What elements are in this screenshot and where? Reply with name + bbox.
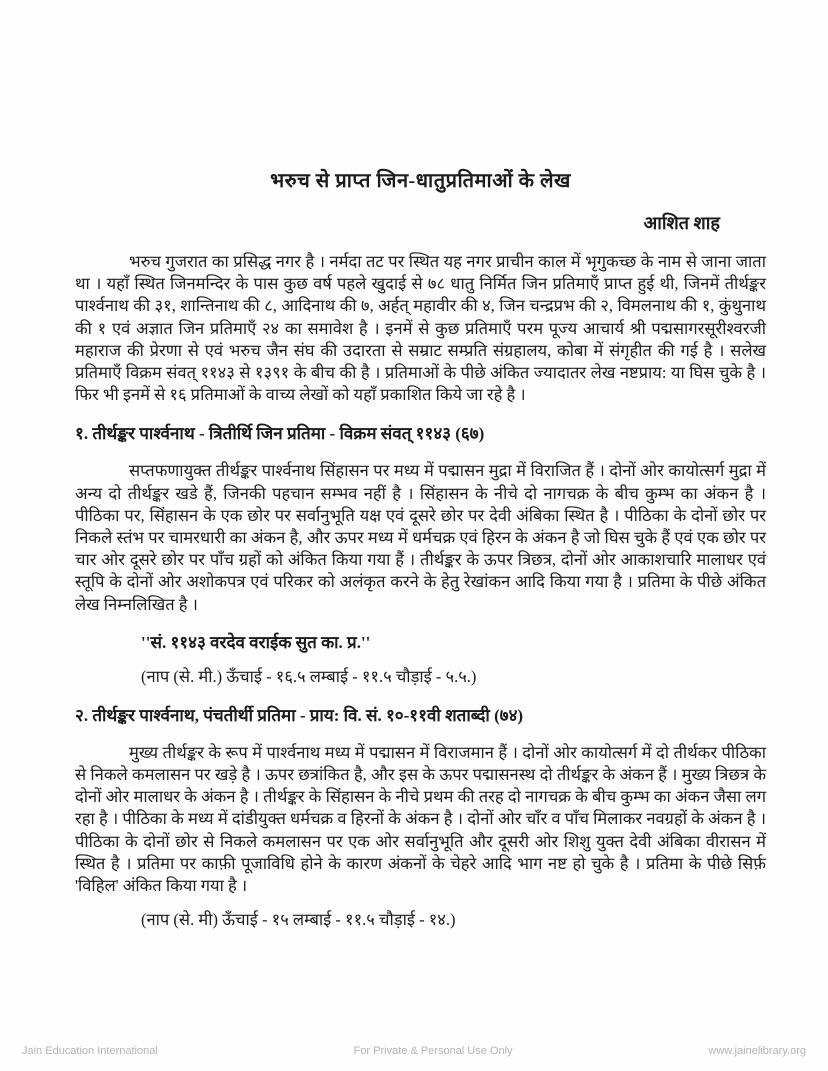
author-name: आशित शाह <box>643 213 720 233</box>
text-column <box>75 0 766 931</box>
footer-publisher: Jain Education International <box>22 1045 158 1057</box>
section-1-paragraph: सप्तफणायुक्त तीर्थङ्कर पार्श्वनाथ सिंहासन पर मध्य में पद्मासन मुद्रा में विराजित हैं । दोनों ओर कायोत्सर्ग मुद्रा में अन्य दो तीर्थङ्कर खडे हैं, जिनकी पहचान सम्भव नहीं है । सिंहासन के नीचे दो नागचक्र के बीच कुम्भ का अंकन है । पीठिका पर, सिंहासन के एक छोर पर सर्वानुभूति यक्ष एवं दूसरे छोर पर देवी अंबिका स्थित है । पीठिका के दोनों छोर पर निकले स्तंभ पर चामरधारी का अंकन है, और ऊपर मध्य में धर्मचक्र एवं हिरन के अंकन है जो घिस चुके हैं एवं एक छोर पर चार ओर दूसरे छोर पर पाँच ग्रहों को अंकित किया गया हैं । तीर्थङ्कर के ऊपर त्रिछत्र, दोनों ओर आकाशचारि मालाधर एवं स्तूपि के दोनों ओर अशोकपत्र एवं परिकर को अलंकृत करने के हेतु रेखांकन आदि किया गया है । प्रतिमा के पीछे अंकित लेख निम्नलिखित है । <box>75 461 766 614</box>
section-1-measurement: (नाप (से. मी.) ऊँचाई - १६.५ लम्बाई - ११.५ चौड़ाई - ५.५.) <box>141 666 477 686</box>
section-2-paragraph: मुख्य तीर्थङ्कर के रूप में पार्श्वनाथ मध्य में पद्मासन में विराजमान हैं । दोनों ओर कायोत्सर्ग में दो तीर्थकर पीठिका से निकले कमलासन पर खड़े है । ऊपर छत्रांकित है, और इस के ऊपर पद्मासनस्थ दो तीर्थङ्कर के अंकन हैं । मुख्य त्रिछत्र के दोनों ओर मालाधर के अंकन है । तीर्थङ्कर के सिंहासन के नीचे प्रथम की तरह दो नागचक्र के बीच कुम्भ का अंकन जैसा लग रहा है । पीठिका के मध्य में दांडीयुक्त धर्मचक्र व हिरनों के अंकन है । दोनों ओर चाँर व पाँच मिलाकर नवग्रहों के अंकन है । पीठिका के दोनों छोर से निकले कमलासन पर एक ओर सर्वानुभूति और दूसरी ओर शिशु युक्त देवी अंबिका वीरासन में स्थित है । प्रतिमा पर काफ़ी पूजाविधि होने के कारण अंकनों के चेहरे आदि भाग नष्ट हो चुके है । प्रतिमा के पीछे सिर्फ़ 'विहिल' अंकित किया गया है । <box>75 742 766 896</box>
page-title: भरुच से प्राप्त जिन-धातुप्रतिमाओं के लेख <box>270 170 571 192</box>
section-1-inscription-quote: ''सं. ११४३ वरदेव वराईक सुत का. प्र.'' <box>141 632 371 652</box>
section-1-heading: १. तीर्थङ्कर पार्श्वनाथ - त्रितीर्थि जिन प्रतिमा - विक्रम संवत् ११४३ (६७) <box>75 424 485 444</box>
footer-website: www.jainelibrary.org <box>708 1045 806 1057</box>
footer-usage-note: For Private & Personal Use Only <box>353 1045 513 1057</box>
page-footer <box>0 1045 828 1057</box>
section-2-heading: २. तीर्थङ्कर पार्श्वनाथ, पंचतीर्थी प्रतिमा - प्राय: वि. सं. १०-११वी शताब्दी (७४) <box>75 705 524 725</box>
section-2-measurement: (नाप (से. मी) ऊँचाई - १५ लम्बाई - ११.५ चौड़ाई - १४.) <box>141 910 456 930</box>
intro-paragraph: भरुच गुजरात का प्रसिद्ध नगर है । नर्मदा तट पर स्थित यह नगर प्राचीन काल में भृगुकच्छ के नाम से जाना जाता था । यहाँ स्थित जिनमन्दिर के पास कुछ वर्ष पहले खुदाई से ७८ धातु निर्मित जिन प्रतिमाएँ प्राप्त हुई थी, जिनमें तीर्थङ्कर पार्श्वनाथ की ३१, शान्तिनाथ की ८, आदिनाथ की ७, अर्हत् महावीर की ४, जिन चन्द्रप्रभ की २, विमलनाथ की १, कुंथुनाथ की १ एवं अज्ञात जिन प्रतिमाएँ २४ का समावेश है । इनमें से कुछ प्रतिमाएँ परम पूज्य आचार्य श्री पद्मसागरसूरीश्वरजी महाराज की प्रेरणा से एवं भरुच जैन संघ की उदारता से सम्राट सम्प्रति संग्रहालय, कोबा में संगृहीत की गई है । सलेख प्रतिमाएँ विक्रम संवत् ११४३ से १३९१ के बीच की है । प्रतिमाओं के पीछे अंकित ज्यादातर लेख नष्टप्राय: या घिस चुके है । फिर भी इनमें से १६ प्रतिमाओं के वाच्य लेखों को यहाँ प्रकाशित किये जा रहे है । <box>75 252 766 405</box>
